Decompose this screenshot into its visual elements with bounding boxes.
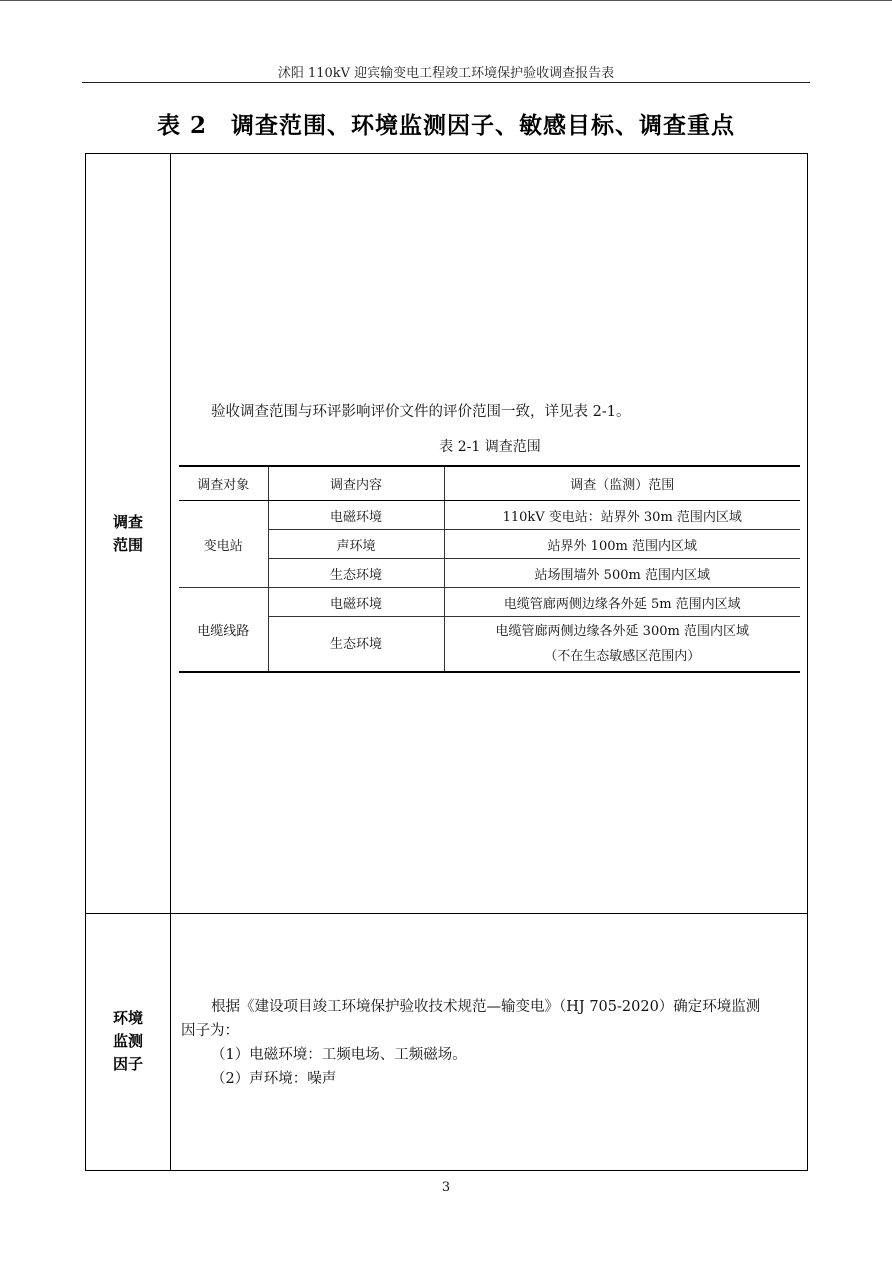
col-header-range: 调查（监测）范围 <box>444 466 800 501</box>
factor-label-line2: 监测 <box>112 1032 143 1050</box>
content-cell: 电磁环境 <box>268 501 444 530</box>
range-cell: 站场围墙外 500m 范围内区域 <box>444 559 800 588</box>
page-title: 表 2 调查范围、环境监测因子、敏感目标、调查重点 <box>156 112 735 139</box>
range-cell: 电缆管廊两侧边缘各外延 5m 范围内区域 <box>444 588 800 617</box>
scope-label-line2: 范围 <box>112 536 143 554</box>
table-row <box>179 588 800 617</box>
factor-paragraph <box>181 995 801 1091</box>
range-note: （不在生态敏感区范围内） <box>544 649 701 664</box>
range-cell: 站界外 100m 范围内区域 <box>444 530 800 559</box>
table-header-row <box>179 466 800 501</box>
content-cell: 生态环境 <box>268 559 444 588</box>
scope-section-label <box>85 511 171 557</box>
content-cell: 声环境 <box>268 530 444 559</box>
factor-para-line1: 根据《建设项目竣工环境保护验收技术规范—输变电》（HJ 705-2020）确定环境监测 <box>211 999 761 1015</box>
table-row <box>179 559 800 588</box>
object-cell-cable: 电缆线路 <box>179 588 268 673</box>
factor-label-line1: 环境 <box>112 1009 143 1027</box>
range-cell: 110kV 变电站：站界外 30m 范围内区域 <box>444 501 800 530</box>
range-text: 电缆管廊两侧边缘各外延 300m 范围内区域 <box>495 624 749 639</box>
col-header-object: 调查对象 <box>179 466 268 501</box>
scope-label-line1: 调查 <box>112 513 143 531</box>
running-header: 沭阳 110kV 迎宾输变电工程竣工环境保护验收调查报告表 <box>277 66 615 81</box>
content-cell: 生态环境 <box>268 617 444 673</box>
content-cell: 电磁环境 <box>268 588 444 617</box>
page-number: 3 <box>441 1180 451 1195</box>
factor-item-2: （2）声环境：噪声 <box>211 1071 337 1087</box>
table-row <box>179 530 800 559</box>
factor-section-label <box>85 1007 171 1076</box>
factor-item-1: （1）电磁环境：工频电场、工频磁场。 <box>211 1047 467 1063</box>
page-top-border <box>0 0 892 1</box>
col-header-content: 调查内容 <box>268 466 444 501</box>
table-row <box>179 501 800 530</box>
object-cell-substation: 变电站 <box>203 538 243 554</box>
factor-para-line2: 因子为： <box>181 1023 239 1039</box>
factor-label-line3: 因子 <box>112 1055 143 1073</box>
table-caption: 表 2-1 调查范围 <box>439 439 541 455</box>
table-row <box>179 617 800 673</box>
range-cell <box>444 617 800 673</box>
header-rule <box>82 82 810 83</box>
scope-intro: 验收调查范围与环评影响评价文件的评价范围一致，详见表 2-1。 <box>211 404 631 420</box>
scope-table <box>179 465 800 673</box>
